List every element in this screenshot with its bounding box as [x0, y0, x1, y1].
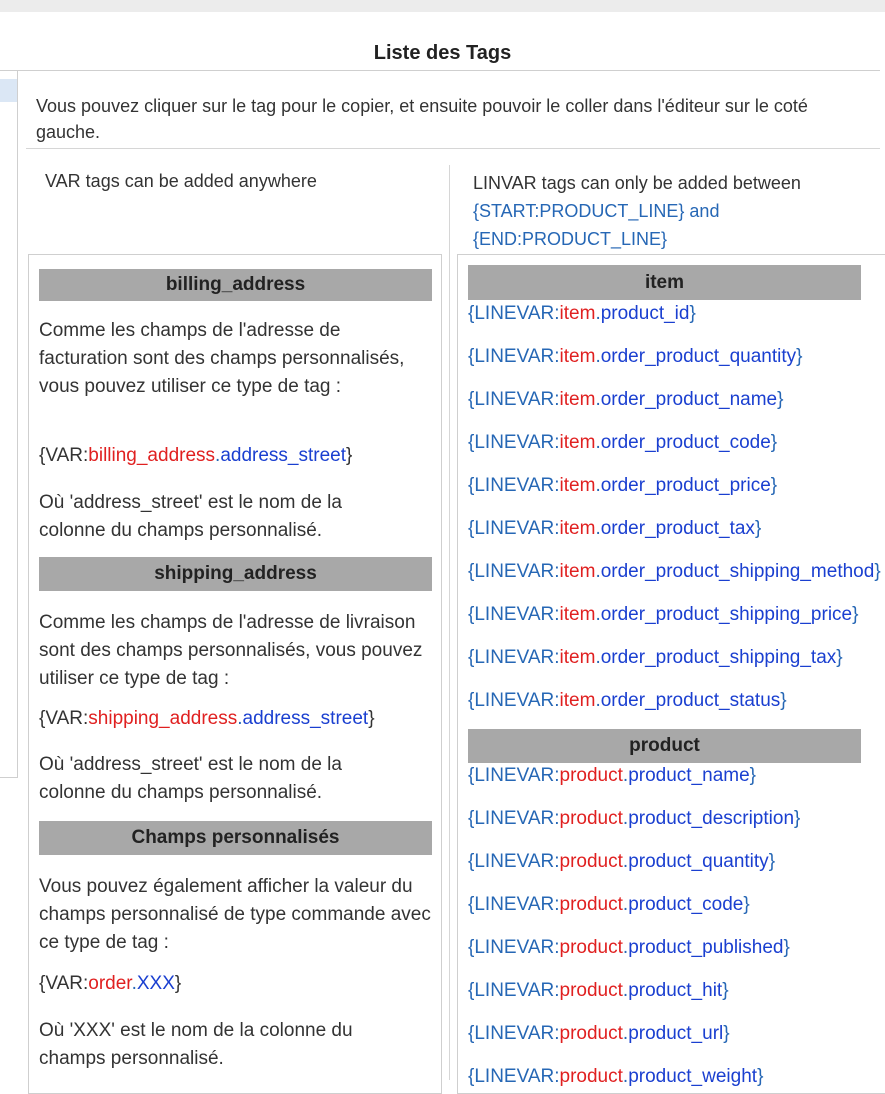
left-panel-bottom-border — [0, 777, 18, 778]
tag-prefix: {LINEVAR: — [468, 647, 560, 668]
tag-field: product_code — [628, 894, 744, 915]
tag-object: item — [559, 604, 596, 625]
tag-field: product_hit — [628, 980, 723, 1001]
tag-object: order — [88, 973, 132, 994]
section-header-shipping-address: shipping_address — [39, 557, 432, 591]
tag-dot: . — [595, 604, 601, 625]
tag-prefix: {LINEVAR: — [468, 1023, 560, 1044]
tag-dot: . — [622, 894, 629, 915]
tag-field: order_product_status — [600, 690, 781, 711]
tag-object: product — [559, 980, 623, 1001]
tag-prefix: {LINEVAR: — [468, 432, 560, 453]
tag-object: item — [559, 303, 596, 324]
linevar-tag-product-4[interactable] — [468, 937, 790, 959]
tag-object: item — [559, 518, 596, 539]
tag-suffix: } — [722, 980, 729, 1001]
tag-suffix: } — [770, 432, 778, 453]
tag-dot: . — [622, 808, 629, 829]
tag-suffix: } — [346, 445, 353, 466]
tag-object: item — [559, 346, 596, 367]
tag-dot: . — [622, 1023, 629, 1044]
linevar-tag-item-0[interactable] — [468, 303, 696, 325]
shipping-address-note: Où 'address_street' est le nom de la colonne du champs personnalisé. — [39, 754, 342, 803]
tag-dot: . — [595, 346, 601, 367]
var-tags-panel — [28, 254, 442, 1094]
tag-field: order_product_shipping_price — [600, 604, 853, 625]
tag-dot: . — [595, 518, 601, 539]
tag-object: product — [559, 1066, 623, 1087]
tag-field: product_quantity — [628, 851, 769, 872]
tag-field: product_published — [628, 937, 784, 958]
tag-prefix: {LINEVAR: — [468, 894, 560, 915]
start-product-line-tag[interactable]: {START:PRODUCT_LINE} — [473, 201, 685, 221]
tag-field: address_street — [242, 708, 369, 729]
tag-suffix: } — [174, 973, 182, 994]
tag-field: product_id — [600, 303, 690, 324]
tag-object: item — [559, 389, 596, 410]
tag-field: product_weight — [628, 1066, 758, 1087]
linevar-tags-panel — [457, 254, 885, 1094]
tag-dot: . — [595, 389, 601, 410]
shipping-address-tag[interactable] — [39, 708, 375, 730]
tag-field: product_url — [628, 1023, 724, 1044]
tag-field: product_name — [628, 765, 750, 786]
tag-suffix: } — [754, 518, 762, 539]
tag-suffix: } — [768, 851, 776, 872]
tag-suffix: } — [794, 808, 801, 829]
tag-field: order_product_quantity — [600, 346, 797, 367]
tag-prefix: {LINEVAR: — [468, 475, 560, 496]
tag-field: product_description — [628, 808, 795, 829]
linevar-tag-product-7[interactable] — [468, 1066, 763, 1088]
tag-object: shipping_address — [88, 708, 238, 729]
billing-address-tag[interactable] — [39, 445, 352, 467]
tag-prefix: {LINEVAR: — [468, 518, 560, 539]
tag-suffix: } — [796, 346, 803, 367]
linvar-column-heading — [473, 169, 873, 253]
top-toolbar-strip — [0, 0, 885, 12]
tag-field: order_product_name — [600, 389, 778, 410]
tag-field: order_product_code — [600, 432, 771, 453]
tag-dot: . — [622, 937, 629, 958]
tag-prefix: {LINEVAR: — [468, 346, 560, 367]
tag-dot: . — [215, 445, 221, 466]
tag-dot: . — [595, 561, 601, 582]
tag-dot: . — [622, 980, 629, 1001]
var-column-heading: VAR tags can be added anywhere — [45, 171, 317, 191]
tag-suffix: } — [757, 1066, 764, 1087]
tag-suffix: } — [723, 1023, 730, 1044]
tag-suffix: } — [852, 604, 859, 625]
billing-address-description: Comme les champs de l'adresse de facturation sont des champs personnalisés, vous pouvez utiliser ce type de tag : — [39, 320, 405, 397]
linevar-tag-item-4[interactable] — [468, 475, 777, 497]
custom-fields-description: Vous pouvez également afficher la valeur du champs personnalisé de type commande avec ce type de tag : — [39, 876, 431, 953]
tag-prefix: {LINEVAR: — [468, 561, 560, 582]
tag-prefix: {LINEVAR: — [468, 604, 560, 625]
tag-suffix: } — [749, 765, 757, 786]
tag-dot: . — [131, 973, 137, 994]
tag-dot: . — [622, 851, 629, 872]
tag-prefix: {LINEVAR: — [468, 389, 560, 410]
tag-suffix: } — [743, 894, 750, 915]
tag-suffix: } — [689, 303, 696, 324]
intro-text: Vous pouvez cliquer sur le tag pour le copier, et ensuite pouvoir le coller dans l'éditeur sur le coté gauche. — [36, 96, 808, 142]
tag-field: order_product_shipping_tax — [600, 647, 837, 668]
left-panel-border — [17, 70, 18, 778]
tag-dot: . — [595, 303, 601, 324]
tag-prefix: {LINEVAR: — [468, 808, 560, 829]
tag-object: item — [559, 690, 596, 711]
tag-suffix: } — [777, 389, 784, 410]
tag-object: item — [559, 432, 596, 453]
tag-prefix: {LINEVAR: — [468, 937, 560, 958]
tag-object: item — [559, 647, 596, 668]
linevar-tag-item-6[interactable] — [468, 561, 881, 583]
tag-prefix: {LINEVAR: — [468, 765, 560, 786]
tag-dot: . — [595, 647, 601, 668]
tag-prefix: {VAR: — [39, 445, 89, 466]
shipping-address-description: Comme les champs de l'adresse de livraison sont des champs personnalisés, vous pouvez utiliser ce type de tag : — [39, 612, 423, 689]
intro-divider — [26, 148, 880, 149]
tag-prefix: {LINEVAR: — [468, 980, 560, 1001]
billing-address-note: Où 'address_street' est le nom de la colonne du champs personnalisé. — [39, 492, 342, 541]
tag-suffix: } — [783, 937, 790, 958]
tag-prefix: {LINEVAR: — [468, 690, 560, 711]
custom-fields-note: Où 'XXX' est le nom de la colonne du champs personnalisé. — [39, 1020, 353, 1069]
tag-object: product — [559, 937, 623, 958]
tag-suffix: } — [368, 708, 375, 729]
tag-field: order_product_tax — [600, 518, 755, 539]
tag-suffix: } — [770, 475, 778, 496]
tag-dot: . — [595, 475, 601, 496]
tag-prefix: {VAR: — [39, 973, 89, 994]
tag-field: order_product_price — [600, 475, 771, 496]
linevar-tag-product-1[interactable] — [468, 808, 800, 830]
linevar-tag-product-5[interactable] — [468, 980, 729, 1002]
tag-object: product — [559, 1023, 623, 1044]
linevar-tag-item-1[interactable] — [468, 346, 803, 368]
linevar-tag-product-6[interactable] — [468, 1023, 730, 1045]
tag-field: XXX — [136, 973, 175, 994]
custom-field-order-tag[interactable] — [39, 973, 181, 995]
linevar-tag-item-5[interactable] — [468, 518, 761, 540]
linevar-tag-item-3[interactable] — [468, 432, 777, 454]
left-panel-selected-item[interactable] — [0, 79, 17, 102]
tag-dot: . — [595, 432, 601, 453]
tag-dot: . — [237, 708, 243, 729]
tag-prefix: {LINEVAR: — [468, 851, 560, 872]
tag-field: order_product_shipping_method — [600, 561, 875, 582]
group-header-product: product — [468, 729, 861, 763]
linevar-tag-product-2[interactable] — [468, 851, 775, 873]
title-divider — [0, 70, 880, 71]
linevar-tag-item-7[interactable] — [468, 604, 858, 626]
tag-dot: . — [622, 1066, 629, 1087]
tag-object: item — [559, 475, 596, 496]
tag-object: product — [559, 894, 623, 915]
linvar-heading-text: LINVAR tags can only be added between — [473, 173, 801, 193]
linevar-tag-product-3[interactable] — [468, 894, 750, 916]
tag-object: product — [559, 765, 623, 786]
tag-prefix: {VAR: — [39, 708, 89, 729]
section-header-billing-address: billing_address — [39, 269, 432, 301]
linevar-tag-item-9[interactable] — [468, 690, 787, 712]
tag-object: product — [559, 808, 623, 829]
group-header-item: item — [468, 265, 861, 300]
tag-dot: . — [622, 765, 629, 786]
tag-field: address_street — [220, 445, 346, 466]
end-product-line-tag[interactable]: {END:PRODUCT_LINE} — [473, 229, 668, 249]
linevar-tag-product-0[interactable] — [468, 765, 756, 787]
linvar-heading-and: and — [689, 201, 720, 221]
tag-prefix: {LINEVAR: — [468, 1066, 560, 1087]
tag-suffix: } — [874, 561, 881, 582]
tag-object: item — [559, 561, 596, 582]
tag-prefix: {LINEVAR: — [468, 303, 560, 324]
tag-suffix: } — [836, 647, 843, 668]
linevar-tag-item-2[interactable] — [468, 389, 783, 411]
tag-dot: . — [595, 690, 601, 711]
tag-suffix: } — [780, 690, 787, 711]
page-title: Liste des Tags — [373, 42, 512, 64]
column-separator — [449, 165, 450, 1080]
linevar-tag-item-8[interactable] — [468, 647, 843, 669]
tag-object: billing_address — [88, 445, 216, 466]
section-header-custom-fields: Champs personnalisés — [39, 821, 432, 855]
tag-object: product — [559, 851, 623, 872]
